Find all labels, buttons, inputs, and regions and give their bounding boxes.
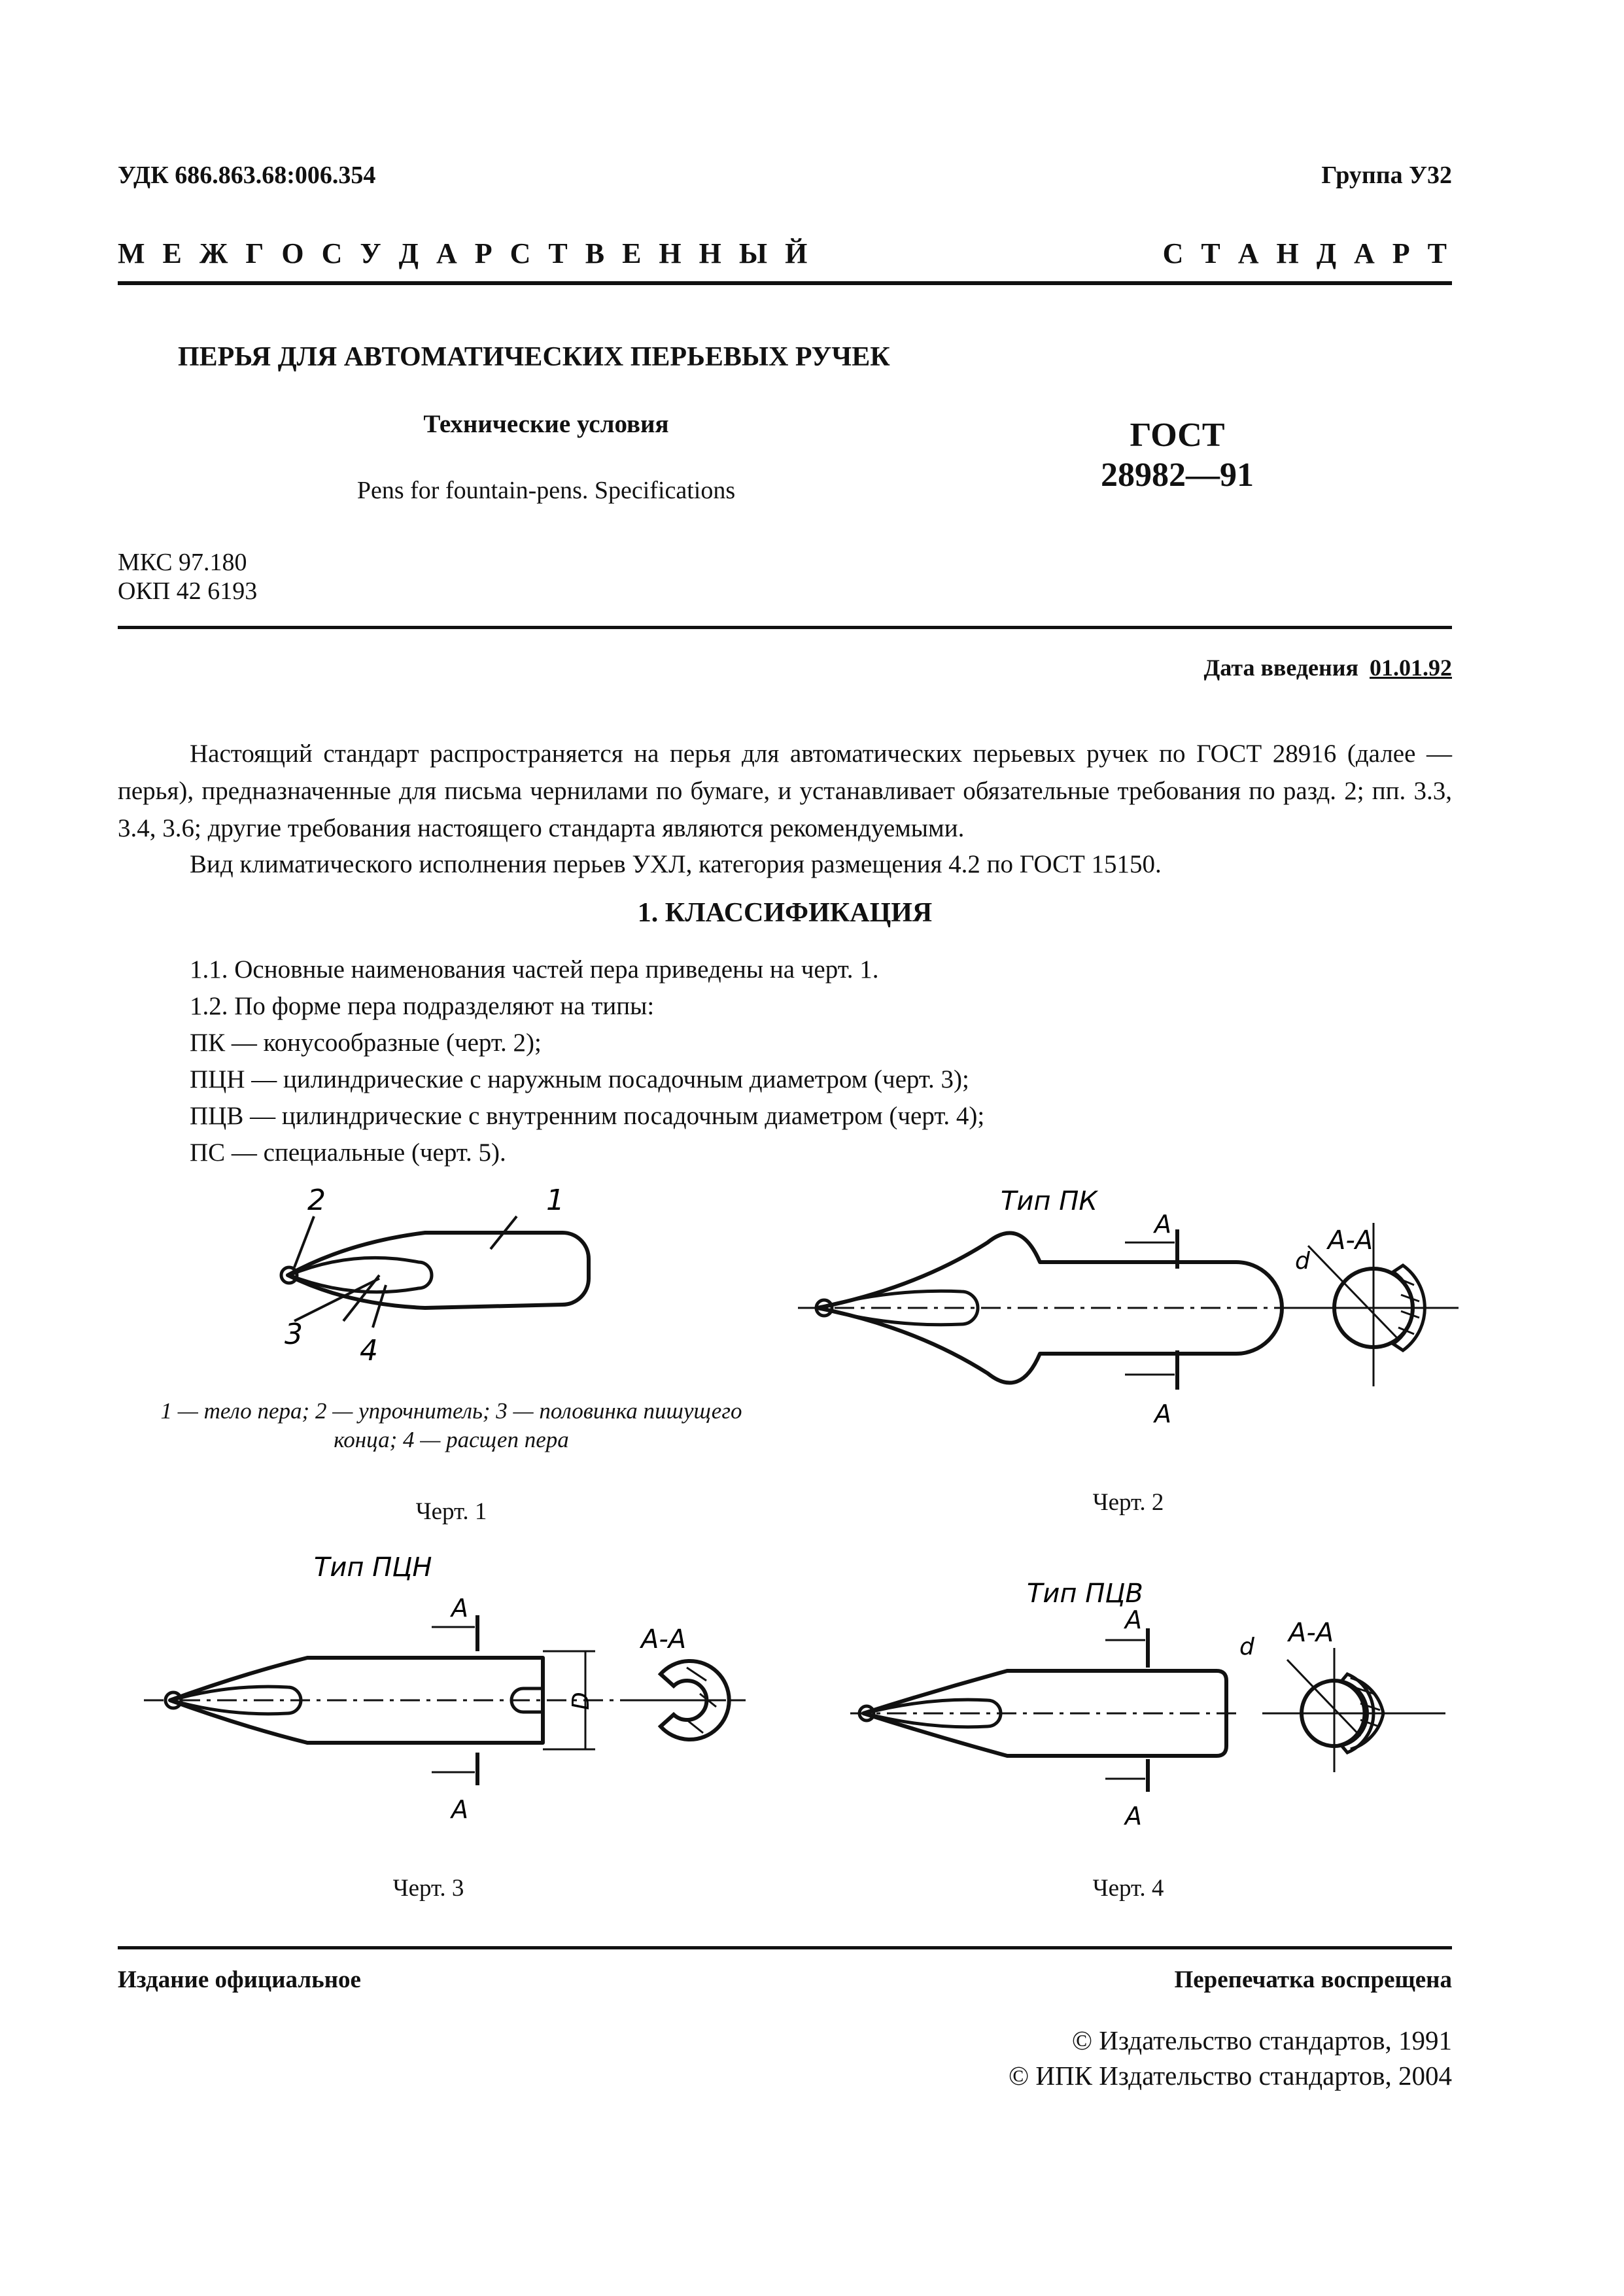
intro-paragraph: Настоящий стандарт распространяется на перья для автоматических перьевых ручек по ГОСТ 28916 (далее — перья), предназначенные для письма чернилами по бумаге, и устанавливает обязательные требования по разд. 2; пп. 3.3, 3.4, 3.6; другие требования настоящего стандарта являются рекомендуемыми.	[118, 740, 1452, 842]
udk-code: УДК 686.863.68:006.354	[118, 162, 376, 189]
fig1-label-3: 3	[285, 1318, 303, 1351]
group-code: Группа У32	[1321, 162, 1452, 189]
mks-code: МКС 97.180	[118, 549, 247, 576]
english-title: Pens for fountain-pens. Specifications	[356, 477, 736, 504]
list-item: ПС — специальные (черт. 5).	[190, 1139, 506, 1167]
figure-3-drawing	[124, 1543, 765, 1838]
standard-type-right: С Т А Н Д А Р Т	[1162, 237, 1452, 269]
fig1-legend-line1: 1 — тело пера; 2 — упрочнитель; 3 — половинка пишущего	[160, 1398, 742, 1424]
fig4-dim-d: d	[1239, 1634, 1254, 1660]
fig2-dim-d: d	[1295, 1248, 1310, 1275]
list-item: ПЦН — цилиндрические с наружным посадочным диаметром (черт. 3);	[190, 1065, 969, 1093]
title-rule	[118, 626, 1452, 629]
copyright-2004: © ИПК Издательство стандартов, 2004	[1008, 2061, 1452, 2091]
fig2-caption: Черт. 2	[1092, 1489, 1164, 1516]
figure-1-drawing	[249, 1171, 615, 1367]
document-subtitle: Технические условия	[423, 410, 669, 438]
fig4-cut-bottom: А	[1125, 1802, 1142, 1830]
list-item: 1.2. По форме пера подразделяют на типы:	[190, 992, 655, 1020]
introduction-date-label: Дата введения	[1203, 655, 1358, 681]
figure-4-drawing	[844, 1563, 1452, 1838]
document-title: ПЕРЬЯ ДЛЯ АВТОМАТИЧЕСКИХ ПЕРЬЕВЫХ РУЧЕК	[178, 342, 890, 372]
fig4-caption: Черт. 4	[1092, 1875, 1164, 1902]
fig1-legend-line2: конца; 4 — расщеп пера	[334, 1427, 569, 1452]
reprint-notice: Перепечатка воспрещена	[1174, 1966, 1452, 1993]
list-item: 1.1. Основные наименования частей пера приведены на черт. 1.	[190, 955, 879, 984]
fig1-label-2: 2	[307, 1184, 326, 1217]
fig3-section-label: А-А	[641, 1624, 687, 1654]
climate-paragraph: Вид климатического исполнения перьев УХЛ, категория размещения 4.2 по ГОСТ 15150.	[190, 850, 1162, 878]
copyright-1991: © Издательство стандартов, 1991	[1071, 2025, 1452, 2055]
list-item: ПЦВ — цилиндрические с внутренним посадочным диаметром (черт. 4);	[190, 1102, 985, 1130]
standard-type-left: М Е Ж Г О С У Д А Р С Т В Е Н Н Ы Й	[118, 237, 813, 269]
official-edition: Издание официальное	[118, 1966, 361, 1993]
introduction-date	[1204, 654, 1453, 681]
figure-2-drawing	[785, 1171, 1472, 1471]
fig3-cut-top: А	[451, 1594, 468, 1622]
fig1-label-4: 4	[360, 1334, 378, 1367]
fig1-caption: Черт. 1	[415, 1498, 487, 1525]
fig3-type-label: Тип ПЦН	[314, 1552, 432, 1583]
fig2-cut-bottom: А	[1154, 1399, 1171, 1428]
fig3-dim-D: D	[568, 1692, 595, 1710]
fig4-section-label: А-А	[1288, 1618, 1334, 1648]
fig3-caption: Черт. 3	[392, 1875, 464, 1902]
footer-rule	[118, 1946, 1452, 1949]
introduction-date-value: 01.01.92	[1370, 655, 1452, 681]
header-rule	[118, 281, 1452, 285]
list-item: ПК — конусообразные (черт. 2);	[190, 1029, 542, 1057]
fig3-cut-bottom: А	[451, 1795, 468, 1824]
fig4-type-label: Тип ПЦВ	[1027, 1579, 1143, 1609]
fig2-section-label: А-А	[1328, 1225, 1373, 1256]
fig2-cut-top: А	[1154, 1210, 1171, 1239]
okp-code: ОКП 42 6193	[118, 577, 258, 605]
fig4-cut-top: А	[1125, 1605, 1142, 1634]
gost-number: 28982—91	[1101, 456, 1254, 494]
fig1-label-1: 1	[546, 1184, 564, 1217]
gost-label: ГОСТ	[1130, 417, 1225, 454]
fig2-type-label: Тип ПК	[1001, 1186, 1097, 1216]
section-heading: 1. КЛАССИФИКАЦИЯ	[637, 898, 933, 928]
